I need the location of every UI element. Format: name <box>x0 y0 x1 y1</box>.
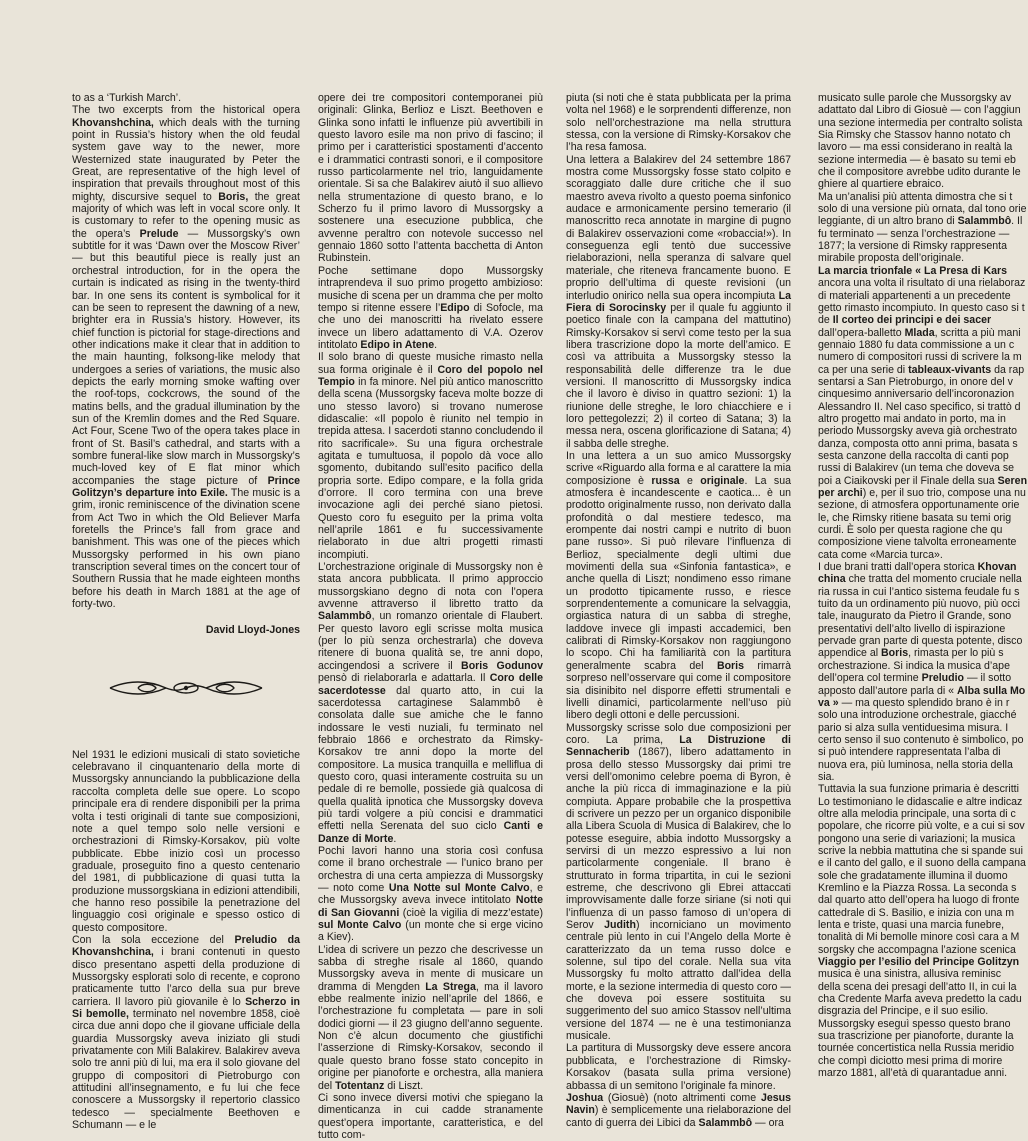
bold-title-text: Boris <box>716 659 745 672</box>
body-text: di materiali appartenenti a un precedente <box>818 289 1011 302</box>
body-text: una sezione intermedia per contralto solista <box>818 116 1023 129</box>
text-line <box>818 1018 1028 1030</box>
body-text: sezione intermedia — è basato su temi eb <box>818 153 1016 166</box>
text-line <box>818 376 1028 388</box>
body-text: popolare, che ricorre più volte, e a cui si sov <box>818 820 1025 833</box>
body-text: che tratta del momento cruciale nella <box>845 573 1022 586</box>
italian-paragraph <box>318 92 543 265</box>
body-text: tuito da un ordinamento più nuovo, più occi <box>818 598 1021 611</box>
body-text: e <box>679 474 701 487</box>
italian-paragraph <box>318 265 543 351</box>
text-line <box>818 425 1028 437</box>
body-text: si può intendere rappresentata l’alba di <box>818 746 1001 759</box>
text-line <box>818 413 1028 425</box>
text-line <box>818 166 1028 178</box>
body-text: fu terminato — senza l’orchestrazione — <box>818 227 1010 240</box>
body-text: (cioè la vigilia di mezz’estate) <box>399 906 543 919</box>
body-text: . <box>393 832 397 845</box>
bold-title-text: Totentanz <box>335 1079 385 1092</box>
bold-title-text: sul Monte Calvo <box>318 919 402 932</box>
text-line <box>818 734 1028 746</box>
body-text: L’orchestrazione originale di Mussorgsky non è stata ancora pubblicata. Il primo approccio mussorgskiano degno di nota con l’opera avvenne attraverso il libretto tratto da <box>318 561 543 611</box>
italian-paragraph <box>318 561 543 845</box>
italian-paragraph <box>318 944 543 1092</box>
body-text: — Mussorgsky’s own subtitle for it was ‘Dawn over the Moscow River’ — but this beautiful piece is really just an orchestral introduction, for in the opera the curtain is indicated as rising in the twenty-third bar. In one sens its content is symbolical for it can be seen to represent the dawning of a new, brighter era in Russia’s history. However, its chief function is pictorial for stage-directions and other indications make it clear that in addition to the main haunting, folksong-like melody that undergoes a series of variations, the music also depicts the early morning smoke wafting over the roof-tops, cockcrows, the sound of the matins bells, and the gradual illumination by the sun of the Kremlin domes and the Red Square. Act Four, Scene Two of the opera takes place in front of St. Basil’s cathedral, and starts with a sombre funeral-like slow march in Mussorgsky’s much-loved key of E flat minor which accompanies the stage picture of <box>72 227 300 487</box>
text-line <box>818 277 1028 289</box>
body-text: cata come «Marcia turca». <box>818 548 943 561</box>
bold-title-text: Joshua <box>566 1091 604 1104</box>
bold-title-text: per archi <box>818 487 863 499</box>
body-text: curdi. È solo per questa ragione che qu <box>818 524 1003 537</box>
body-text: apposto dall’autore parla di « <box>818 684 957 697</box>
bold-title-text: La Distruzione di Sennacherib <box>566 733 791 759</box>
bold-title-text: Viaggio per l’esilio del Principe Golitzyn <box>818 956 1020 969</box>
body-text: sezione, di atmosfera opportunamente orie <box>818 499 1020 512</box>
bold-title-text: Seren <box>997 474 1028 487</box>
text-line <box>818 117 1028 129</box>
body-text: Lo testimoniano le didascalie e altre indicaz <box>818 795 1023 808</box>
body-text: composizione viene talvolta erroneamente <box>818 536 1017 549</box>
text-line <box>818 499 1028 511</box>
body-text: mirabile proposta dell’originale. <box>818 252 965 265</box>
body-text: Con la sola eccezione del <box>72 933 235 946</box>
english-intro-line: to as a ‘Turkish March’. <box>72 92 182 104</box>
author-signature: David Lloyd-Jones <box>205 624 300 637</box>
text-line <box>818 833 1028 845</box>
body-text: periodo Mussorgsky aveva già orchestrato <box>818 425 1018 438</box>
text-line <box>818 561 1028 573</box>
body-text: per il quale fu aggiunto il poetico finale con la campana del mattutino) Rimsky-Korsakov si servì come testo per la sua libera trascrizione dopo la morte dell’amico. E così va attribuita a Mussorgsky stesso la responsabilità delle differenze tra le due versioni. Il manoscritto di Mussorgsky indica che il lavoro è diviso in quattro sezioni: 1) la riunione delle streghe, le loro chiacchiere e i loro pettegolezzi; 2) il corteo di Satana; 3) la messa nera, oscena glorificazione di Satana; 4) il sabba delle streghe. <box>566 301 791 450</box>
body-text: solo di una versione più ornata, dal tono orie <box>818 203 1027 216</box>
text-line <box>818 536 1028 548</box>
body-text: disgrazia del Principe, e il suo esilio. <box>818 1005 989 1018</box>
bold-title-text: china <box>818 573 846 586</box>
text-line <box>818 722 1028 734</box>
body-text: pario si alza sulla ventiduesima misura. I <box>818 721 1009 734</box>
bold-title-text: Il corteo dei principi e dei sacer <box>832 314 992 327</box>
bold-title-text: Canti e Danze di Morte <box>318 820 544 845</box>
body-text: Ci sono invece diversi motivi che spiegano la dimenticanza in cui cadde stranamente quest’opera importante, caratteristica, e del tutto com- <box>318 1091 543 1141</box>
bold-title-text: Alba sulla Mo <box>957 684 1026 697</box>
bold-title-text: Prince Golitzyn’s departure into Exile. <box>72 474 300 499</box>
text-line <box>818 894 1028 906</box>
text-line <box>818 820 1028 832</box>
body-text: de <box>818 314 833 327</box>
text-line <box>818 450 1028 462</box>
text-line <box>818 759 1028 771</box>
text-line <box>818 573 1028 585</box>
body-text: numero di compositori russi di scrivere la m <box>818 351 1022 364</box>
text-line <box>818 586 1028 598</box>
body-text: leggiante, di un altro brano di <box>818 215 958 228</box>
body-text: pongono una serie di variazioni; la musica <box>818 832 1016 845</box>
italian-paragraph <box>566 722 791 1043</box>
text-line <box>818 709 1028 721</box>
body-text: di Liszt. <box>384 1079 424 1092</box>
body-text: ria russa in cui l’antico sistema feudale fu s <box>818 585 1020 598</box>
column-1 <box>72 92 300 1131</box>
text-line <box>818 302 1028 314</box>
body-text: poi a Ciaikovski per il Finale della sua <box>818 474 998 487</box>
body-text: Poche settimane dopo Mussorgsky intraprendeva il suo primo progetto ambizioso: musiche di scena per un dramma che per molto tempo si ritenne essere l’ <box>318 264 543 314</box>
bold-title-text: Boris Godunov <box>461 659 543 672</box>
body-text: , un romanzo orientale di Flaubert. Per questo lavoro egli scrisse molta musica (per lo più senza orchestrarla) che doveva ritenere di buona qualità se, tre anni dopo, accingendosi a scrivere il <box>318 610 543 672</box>
bold-title-text: Una Notte sul Monte Calvo <box>388 882 530 894</box>
text-line <box>818 845 1028 857</box>
body-text: adattato dal Libro di Giosuè — con l’aggiun <box>818 104 1021 117</box>
column-2 <box>318 92 543 1141</box>
bold-title-text: tableaux-vivants <box>908 363 992 376</box>
text-line <box>818 685 1028 697</box>
text-line <box>818 178 1028 190</box>
body-text: La partitura di Mussorgsky deve essere ancora pubblicata, e l’orchestrazione di Rimsky-Korsakov (basata sulla prima versione) abbassa di un semitono l’originale fa minore. <box>566 1042 791 1092</box>
italian-paragraph-1 <box>72 749 300 934</box>
bold-title-text: Boris <box>881 647 909 660</box>
bold-title-text: La Fiera di Sorocinsky <box>566 289 791 314</box>
body-text: , e che Mussorgsky aveva invece intitolato <box>318 882 544 907</box>
text-line <box>818 129 1028 141</box>
body-text: , rimasta per lo più s <box>908 647 1004 660</box>
text-line <box>818 327 1028 339</box>
body-text: ) incorniciano un movimento centrale più lento in cui l’Angelo della Morte è caratterizzato da un tema russo dolce e solenne, sul tipo del corale. Nella sua vita Mussorgsky fu molto attratto dall’idea della morte, e la sezione intermedia di questo coro — che doveva poi essere sostituita su suggerimento del suo amico Stassov nell’ultima versione del 1874 — ne è una testimonianza musicale. <box>566 919 792 1043</box>
italian-paragraph <box>566 154 791 450</box>
body-text: Pochi lavori hanno una storia così confusa come il brano orchestrale — l’unico brano per orchestra di una certa ampiezza di Mussorgsky — noto come <box>318 844 543 894</box>
bold-title-text: Salammbô <box>957 215 1012 228</box>
body-text: rimarrà sorpreso nell’osservare qui come il compositore sia disinibito nel disporre effetti strumentali e livelli dinamici, particolarmente nell’uso più libero degli ottoni e delle percussioni. <box>566 659 791 722</box>
body-text: sesta canzone della raccolta di canti pop <box>818 449 1009 462</box>
body-text: orchestrazione. Si indica la musica d’ape <box>818 659 1010 672</box>
body-text: . Il <box>1011 215 1023 228</box>
body-text: dell’opera col termine <box>818 672 922 685</box>
text-line <box>818 968 1028 980</box>
text-line <box>818 549 1028 561</box>
text-line <box>818 672 1028 684</box>
body-text: (Giosuè) (noto altrimenti come <box>603 1091 761 1104</box>
body-text: sia. <box>818 770 835 783</box>
text-line <box>818 104 1028 116</box>
text-line <box>818 931 1028 943</box>
body-text: tale, inaugurato da Pietro il Grande, sono <box>818 610 1012 623</box>
bold-title-text: Preludio da Khovanshchina, <box>72 933 301 959</box>
body-text: marzo 1881, all’età di quarantadue anni. <box>818 1067 1008 1080</box>
bold-title-text: La Strega <box>425 980 476 993</box>
column-4-cropped <box>818 92 1028 1080</box>
text-line <box>818 265 1028 277</box>
bold-title-text: Khovanshchina, <box>72 116 154 129</box>
body-text: . <box>434 338 438 351</box>
body-text: che il compositore avrebbe udito durante le <box>818 166 1021 179</box>
body-text: sorgsky che accompagna l’azione scenica <box>818 943 1016 956</box>
text-line <box>818 1055 1028 1067</box>
body-text: dal quarto atto dell’opera ha luogo di fronte <box>818 894 1020 907</box>
text-line <box>818 944 1028 956</box>
bold-title-text: Jesus Navin <box>566 1091 791 1117</box>
text-line <box>818 154 1028 166</box>
body-text: — il sotto <box>964 672 1012 685</box>
body-text: Kremlino e la Piazza Rossa. La seconda s <box>818 882 1017 894</box>
body-text: — ma questo splendido brano è in r <box>838 696 1010 709</box>
bold-title-text: Prelude <box>139 227 179 240</box>
text-line <box>818 1067 1028 1079</box>
body-text: sole che gradatamente illumina il duomo <box>818 869 1008 882</box>
body-text: tonalità di Mi bemolle minore così cara a M <box>818 931 1020 944</box>
text-line <box>818 364 1028 376</box>
italian-paragraph-2 <box>72 934 300 1132</box>
body-text: cinquesimo anniversario dell’incoronazion <box>818 388 1015 401</box>
text-line <box>818 993 1028 1005</box>
body-text: ancora una volta il risultato di una rielaboraz <box>818 277 1026 290</box>
text-line <box>818 351 1028 363</box>
italian-paragraph <box>566 92 791 154</box>
text-line <box>818 771 1028 783</box>
body-text: da rap <box>991 363 1025 376</box>
body-text: ghiere al quartiere ebraico. <box>818 178 945 191</box>
body-text: Sia Rimsky che Stassov hanno notato ch <box>818 129 1011 142</box>
text-line <box>818 475 1028 487</box>
body-text: Mussorgsky eseguì spesso questo brano <box>818 1017 1011 1030</box>
bold-title-text: Boris, <box>218 190 249 203</box>
italian-paragraph <box>566 1092 791 1129</box>
body-text: i brani contenuti in questo disco presentano aspetti della produzione di Mussorgsky esplorati solo di recente, e coprono praticamente tutto l’arco della sua pur breve carriera. Il lavoro più giovanile è lo <box>72 946 300 1008</box>
text-line <box>818 647 1028 659</box>
text-line <box>818 783 1028 795</box>
text-line <box>818 1005 1028 1017</box>
text-line <box>818 981 1028 993</box>
body-text: musicato sulle parole che Mussorgsky av <box>818 92 1012 104</box>
body-text: The music is a grim, ironic reminiscence of the divination scene from Act Two in which the Old Believer Marfa foretells the Prince’s fall from grace and banishment. This was one of the pieces which Mussorgsky performed in his own piano transcription several times on the concert tour of Southern Russia that he made eighteen months before his death in March 1881 at the age of forty-two. <box>72 487 300 611</box>
body-text: oltre alla melodia principale, una sorta di c <box>818 807 1016 820</box>
text-line <box>818 623 1028 635</box>
bold-title-text: Mlada <box>904 326 935 339</box>
italian-paragraph <box>318 1092 543 1141</box>
text-line <box>818 512 1028 524</box>
body-text: le, che Rimsky ritiene basata su temi orig <box>818 511 1012 524</box>
body-text: pensò di rielaborarla e adattarla. Il <box>318 672 490 685</box>
body-text: I due brani tratti dall’opera storica <box>818 561 978 574</box>
body-text: . La sua atmosfera è incandescente e caotica... è un prodotto originalmente russo, non derivato dalla profondità o dal mestiere tedesco, ma erompente dai nostri campi e nutrito di buon pane russo». Si può rilevare l’influenza di Berlioz, specialmente degli ultimi due movimenti della sua «Sinfonia fantastica», e anche quella di Liszt; nondimeno esso rimane un prodotto tipicamente russo, e riesce sorprendentemente a comunicare la selvaggia, orgiastica natura di un sabba di streghe, laddove invece gli impasti accademici, ben calibrati di Rimsky-Korsakov non raggiungono lo scopo. Chi ha familiarità con la partitura generalmente scabra del <box>566 474 791 672</box>
text-line <box>818 635 1028 647</box>
body-text: della scena dei presagi dell’atto II, in cui la <box>818 980 1017 993</box>
text-line <box>818 1042 1028 1054</box>
body-text: lavoro — ma essi considerano in realtà la <box>818 141 1013 154</box>
text-line <box>818 388 1028 400</box>
body-text: Una lettera a Balakirev del 24 settembre 1867 mostra come Mussorgsky fosse stato colpito e scoraggiato dalle dure critiche che il suo maestro aveva rivolto a questo poema sinfonico audace e armonicamente persino temerario (il manoscritto reca annotate in margine di pugno di Balakirev osservazioni come «robaccia!»). In conseguenza egli tentò due successive rielaborazioni, nella speranza di salvare quel materiale, che riteneva francamente buono. E proprio dell’ultima di queste revisioni (un interludio onirico nella sua opera incompiuta <box>566 153 791 302</box>
text-line <box>818 438 1028 450</box>
body-text: dall’opera-balletto <box>818 326 905 339</box>
scroll-ornament-icon <box>108 677 264 699</box>
body-text: in fa minore. Nel più antico manoscritto della scena (Mussorgsky faceva molte bozze di uno stesso lavoro) si trovano numerose didascalie: «Il popolo è riunito nel tempio in trepida attesa. I sacerdoti stanno concludendo il rito sacrificale». Su una figura orchestrale agitata e tumultuosa, il popolo dà voce allo sgomento, dubitando sull’esito pacifico della propria sorte. Edipo compare, e la folla grida d’orrore. Il coro termina con una breve invocazione agli dei perché siano pietosi. Questo coro fu eseguito per la prima volta nell’aprile 1861 e fu successivamente rielaborato in due altri progetti rimasti incompiuti. <box>318 375 543 561</box>
text-line <box>818 339 1028 351</box>
body-text: Il solo brano di queste musiche rimasto nella sua forma originale è il <box>318 351 543 376</box>
text-line <box>818 314 1028 326</box>
body-text: Nel 1931 le edizioni musicali di stato sovietiche celebravano il cinquantenario della morte di Mussorgsky annunciando la pubblicazione della raccolta completa delle sue opere. Lo scopo principale era di rendere disponibili per la prima volta i testi originali di tante sue composizioni, note a quel tempo solo nelle versioni e orchestrazioni di Rimsky-Korsakov, più volte pubblicate. Ebbe inizio così un processo graduale, proseguito fino a questo centenario del 1981, di pubblicazione di quasi tutta la produzione mussorgskiana in edizioni attendibili, che hanno reso possibile la penetrazione del linguaggio così originale e spesso ostico di questo compositore. <box>72 748 300 934</box>
italian-paragraph <box>566 450 791 722</box>
body-text: altro progetto mai andato in porto, ma in <box>818 412 1006 425</box>
body-text: (un monte che si erge vicino a Kiev). <box>318 919 543 944</box>
body-text: 1877; la versione di Rimsky rappresenta <box>818 240 1008 253</box>
body-text: the great majority of which was left in vocal score only. It is customary to refer to the opening music as the opera’s <box>72 190 300 240</box>
body-text: which deals with the turning point in Russia’s history when the old feudal system gave way to the newer, more Westernized state inaugurated by Peter the Great, are representative of the high level of inspiration that prevails throughout most of this mighty, discursive sequel to <box>72 116 300 203</box>
body-text: danza, composta otto anni prima, basata s <box>818 437 1018 450</box>
body-text: gennaio 1880 fu data commissione a un c <box>818 338 1015 351</box>
body-text: terminato nel novembre 1858, cioè circa due anni dopo che il giovane ufficiale della guardia Mussorgsky aveva iniziato gli studi privatamente con Mili Balakirev. Balakirev aveva solo tre anni più di lui, ma era il solo giovane del gruppo di compositori di Pietroburgo con attitudini all’insegnamento, e fu lui che fece conoscere a Mussorgsky il repertorio classico tedesco — specialmente Beethoven e Schumann — e le <box>72 1008 300 1132</box>
text-line <box>818 524 1028 536</box>
text-line <box>818 228 1028 240</box>
body-text: di Sofocle, ma che uno dei manoscritti ha rivelato essere invece un libero adattamento di V.A. Ozerov intitolato <box>318 301 544 351</box>
body-text: getto rimasto incompiuto. In questo caso si t <box>818 301 1025 314</box>
text-line <box>818 746 1028 758</box>
body-text: dal quarto atto, in cui la sacerdotessa cartaginese Salammbô è consolata dalle sue amiche che le fanno indossare le vesti nuziali, fu terminato nel febbraio 1866 e orchestrato da Rimsky-Korsakov tre anni dopo la morte del compositore. La musica tranquilla e melliflua di questo coro, quasi interamente costruita su un pedale di re bemolle, possiede già qualcosa di quella qualità ipnotica che Mussorgsky doveva più tardi volgere a più concisi e drammatici effetti nella Serenata del suo ciclo <box>318 684 543 833</box>
text-line <box>818 857 1028 869</box>
body-text: In una lettera a un suo amico Mussorgsky scrive «Riguardo alla forma e al carattere la mia composizione è <box>566 449 791 487</box>
body-text: cha Credente Marfa aveva predetto la cadu <box>818 993 1022 1006</box>
body-text: sua trascrizione per pianoforte, durante la <box>818 1030 1014 1043</box>
body-text: pervade gran parte di questa potente, disco <box>818 635 1023 648</box>
text-line <box>818 141 1028 153</box>
body-text: presentativi dell’alto livello di ispirazione <box>818 622 1006 635</box>
text-line <box>818 191 1028 203</box>
bold-title-text: Coro del popolo nel Tempio <box>318 363 543 388</box>
bold-title-text: Scherzo in Si bemolle, <box>72 995 300 1020</box>
column-3 <box>566 92 791 1129</box>
bold-title-text: russa <box>651 474 680 487</box>
body-text: nuova era, più luminosa, nella storia della <box>818 758 1013 771</box>
text-line <box>818 697 1028 709</box>
body-text: The two excerpts from the historical opera <box>72 104 300 117</box>
body-text: , ma il lavoro ebbe realmente inizio nell’aprile del 1866, e l’orchestrazione fu completata — pare in soli dodici giorni — il 23 giugno dell’anno seguente. Non c’è alcun documento che giustifichi l’asserzione di Rimsky-Korsakov, secondo il quale questo brano fosse stato concepito in origine per pianoforte e orchestra, alla maniera del <box>318 980 544 1092</box>
bold-title-text: La marcia trionfale « La Presa di Kars <box>818 264 1008 277</box>
bold-title-text: Edipo <box>440 301 470 314</box>
text-line <box>818 203 1028 215</box>
bold-title-text: Khovan <box>977 561 1017 574</box>
body-text: sentarsi a San Pietroburgo, in onore del v <box>818 375 1013 388</box>
body-text: cattedrale di S. Basilio, e inizia con una m <box>818 906 1015 919</box>
text-line <box>818 401 1028 413</box>
text-line <box>818 907 1028 919</box>
body-text: scrive la nebbia mattutina che si spande sui <box>818 844 1023 857</box>
body-text: opere dei tre compositori contemporanei più originali: Glinka, Berlioz e Liszt. Beethoven e Glinka sono infatti le influenze più avvertibili in questo lavoro esile ma non privo di fascino; il primo per i caratteristici spostamenti d’accento e i drammatici contrasti sonori, e il compositore russo particolarmente nel trio, languidamente orientale. Si sa che Balakirev aiutò il suo allievo nella strumentazione di questo brano, e lo Scherzo fu il primo lavoro di Mussorgsky a sostenere una esecuzione pubblica, che avvenne peraltro con notevole successo nel gennaio 1860 sotto l’attenta bacchetta di Anton Rubinstein. <box>318 92 543 265</box>
body-text: appendice al <box>818 647 882 660</box>
body-text: Ma un’analisi più attenta dimostra che si t <box>818 190 1013 203</box>
text-line <box>818 290 1028 302</box>
body-text: Mussorgsky scrisse solo due composizioni per coro. La prima, <box>566 721 791 746</box>
english-paragraph <box>72 104 300 610</box>
body-text: Alessandro II. Nel caso specifico, si trattò d <box>818 400 1021 413</box>
text-line <box>818 796 1028 808</box>
body-text: e il canto del gallo, e il suono della campana <box>818 857 1026 870</box>
bold-title-text: Notte di San Giovanni <box>318 894 543 919</box>
body-text: tournée concertistica nella Russia meridio <box>818 1042 1015 1055</box>
body-text: — ora <box>752 1116 784 1129</box>
text-line <box>818 487 1028 499</box>
text-line <box>818 870 1028 882</box>
text-line <box>818 598 1028 610</box>
text-line <box>818 252 1028 264</box>
text-line <box>818 92 1028 104</box>
text-line <box>818 215 1028 227</box>
italian-paragraph <box>318 845 543 944</box>
body-text: ) e, per il suo trio, compose una nu <box>862 487 1026 499</box>
bold-title-text: Salammbô <box>698 1116 753 1129</box>
bold-title-text: Preludio <box>921 672 965 685</box>
bold-title-text: va » <box>818 696 839 709</box>
body-text: , scritta a più mani <box>934 326 1021 339</box>
body-text: ca per una serie di <box>818 363 909 376</box>
bold-title-text: Salammbô <box>318 610 372 623</box>
body-text: (1867), libero adattamento in prosa dello stesso Mussorgsky dai primi tre versi dell’omonimo celebre poema di Byron, è anche la più ricca di immaginazione e la più compiuta. Appare probabile che la prospettiva di scrivere un pezzo per un organico disponibile alla Libera Scuola di Musica di Balakirev, che lo potesse eseguire, abbia indotto Mussorgsky a servirsi di un mezzo espressivo a lui non particolarmente congeniale. Il brano è strutturato in forma tripartita, in cui le sezioni estreme, che descrivono gli Ebrei attaccati improvvisamente dalle forze siriane (si noti qui l’influenza di un passo famoso di un’opera di Serov <box>566 746 791 932</box>
body-text: solo una introduzione orchestrale, giacché <box>818 709 1017 722</box>
text-line <box>818 660 1028 672</box>
body-text: certo senso il suo contenuto è simbolico, po <box>818 733 1024 746</box>
bold-title-text: Edipo in Atene <box>360 338 435 351</box>
italian-paragraph <box>318 351 543 561</box>
body-text: russi di Balakirev (un tema che doveva se <box>818 462 1015 475</box>
text-line <box>818 462 1028 474</box>
body-text: L’idea di scrivere un pezzo che descrivesse un sabba di streghe risale al 1860, quando Mussorgsky aveva in mente di musicare un dramma di Mengden <box>318 943 543 993</box>
text-line <box>818 919 1028 931</box>
body-text: Tuttavia la sua funzione primaria è descritti <box>818 783 1019 796</box>
bold-title-text: Coro delle sacerdotesse <box>318 672 543 697</box>
bold-title-text: Judith <box>604 919 636 932</box>
text-line <box>818 882 1028 894</box>
body-text: ) è semplicemente una rielaborazione del canto di guerra dei Libici da <box>566 1104 791 1129</box>
body-text: che compì diciotto mesi prima di morire <box>818 1054 1003 1067</box>
bold-title-text: originale <box>700 474 745 487</box>
text-line <box>818 808 1028 820</box>
text-line <box>818 610 1028 622</box>
text-line <box>818 240 1028 252</box>
text-line <box>818 1030 1028 1042</box>
italian-paragraph <box>566 1042 791 1091</box>
body-text: piuta (si noti che è stata pubblicata per la prima volta nel 1968) e le sorprendenti differenze, non solo nell’orchestrazione ma nella struttura stessa, con la versione di Rimsky-Korsakov che l’ha resa famosa. <box>566 92 791 154</box>
body-text: musica è una sinistra, allusiva reminisc <box>818 968 1002 981</box>
text-line <box>818 956 1028 968</box>
body-text: lenta e triste, quasi una marcia funebre, <box>818 919 1005 932</box>
